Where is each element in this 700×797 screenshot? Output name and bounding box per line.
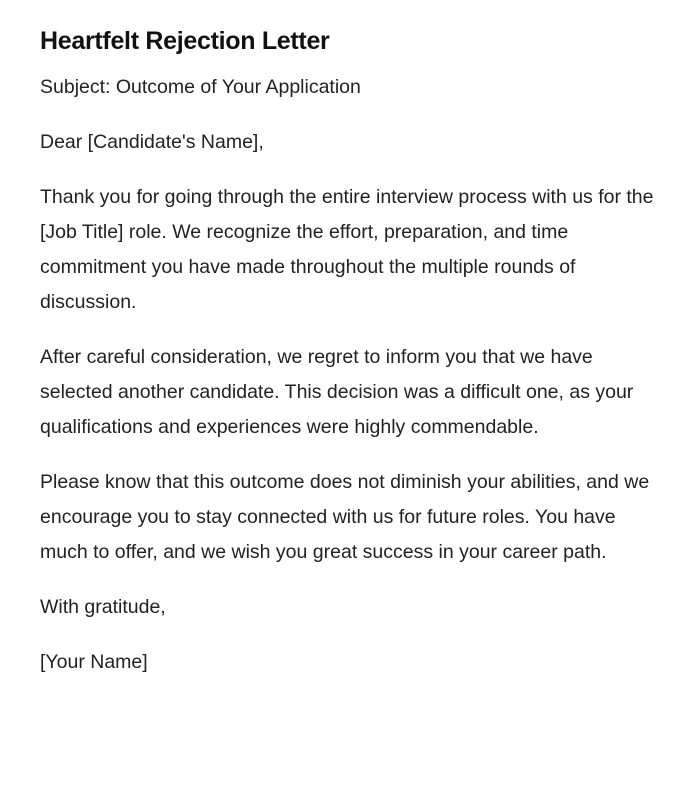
letter-closing: With gratitude, (40, 596, 166, 618)
letter-greeting: Dear [Candidate's Name], (40, 131, 264, 153)
letter-paragraph-2: After careful consideration, we regret to inform you that we have selected another candidate. This decision was a difficult one, as your qualifications and experiences were highly commendable. (40, 346, 634, 438)
letter-paragraph-1: Thank you for going through the entire interview process with us for the [Job Title] role. We recognize the effort, preparation, and time commitment you have made throughout the multiple rounds of discussion. (40, 186, 654, 313)
letter-paragraph-3: Please know that this outcome does not diminish your abilities, and we encourage you to stay connected with us for future roles. You have much to offer, and we wish you great success in your career path. (40, 471, 650, 563)
letter-signature: [Your Name] (40, 651, 148, 673)
letter-title: Heartfelt Rejection Letter (40, 27, 330, 55)
letter-subject: Subject: Outcome of Your Application (40, 76, 361, 98)
